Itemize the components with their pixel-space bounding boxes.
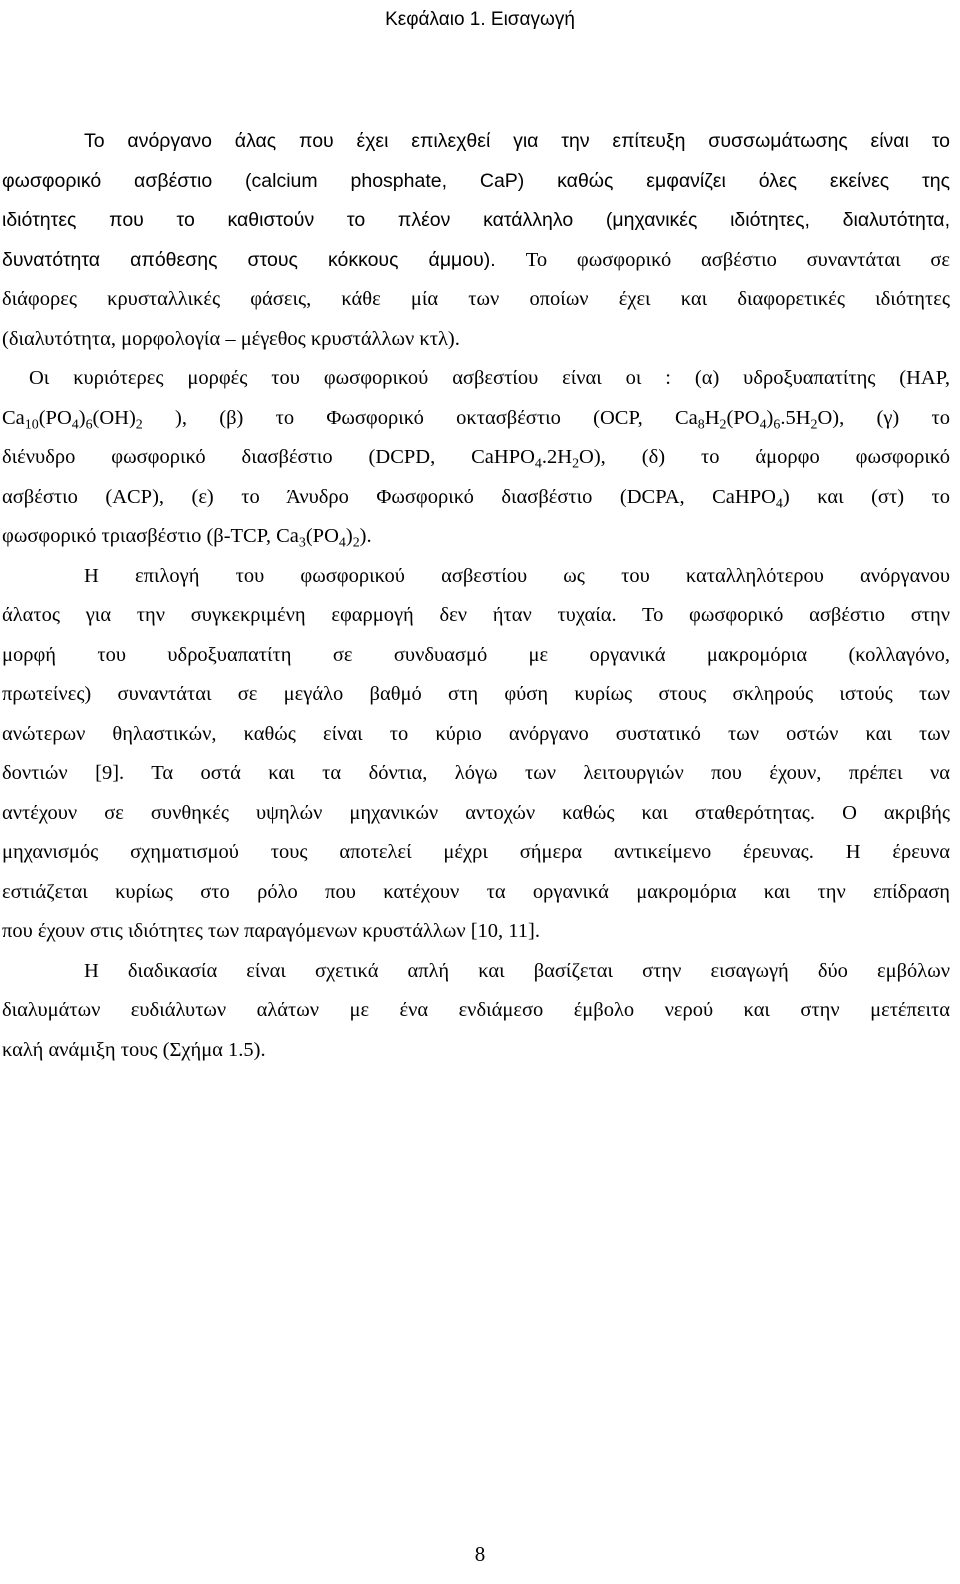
paragraph-1-line-5: διάφορες κρυσταλλικές φάσεις, κάθε μία των οποίων έχει και διαφορετικές ιδιότητες [2, 288, 950, 310]
paragraph-3-line-3: μορφή του υδροξυαπατίτη σε συνδυασμό με οργανικά μακρομόρια (κολλαγόνο, [2, 643, 950, 666]
paragraph-3-line-4: πρωτείνες) συναντάται σε μεγάλο βαθμό στη φύση κυρίως στους σκληρούς ιστούς των [2, 683, 950, 705]
paragraph-1-line-4-b: Το φωσφορικό ασβέστιο συναντάται σε [525, 248, 950, 271]
paragraph-4-line-1: Η διαδικασία είναι σχετικά απλή και βασίζεται στην εισαγωγή δύο εμβόλων [84, 959, 950, 982]
paragraph-1-line-4-a: δυνατότητα απόθεσης στους κόκκους άμμου). [2, 248, 496, 271]
paragraph-1-line-6: (διαλυτότητα, μορφολογία – μέγεθος κρυστάλλων κτλ). [2, 327, 460, 350]
paragraph-2-line-1: Οι κυριότερες μορφές του φωσφορικού ασβεστίου είναι οι : (α) υδροξυαπατίτης (HAP, [29, 367, 950, 389]
paragraph-3-line-7: αντέχουν σε συνθηκές υψηλών μηχανικών αντοχών καθώς και σταθερότητας. Ο ακριβής [2, 801, 950, 824]
paragraph-3-line-10: που έχουν στις ιδιότητες των παραγόμενων κρυστάλλων [10, 11]. [2, 920, 540, 942]
paragraph-2-line-2: $Ca_{10}(PO_4)_6(OH)_2$ ), (β) το Φωσφορικό οκτασβέστιο (OCP, $Ca_8H_2(PO_4)_6.5H_2O$), (γ) το [2, 406, 950, 432]
paragraph-2-line-5: φωσφορικό τριασβέστιο (β-TCP, $Ca_3(PO_4)_2$). [2, 525, 372, 551]
paragraph-4-line-3: καλή ανάμιξη τους (Σχήμα 1.5). [2, 1038, 266, 1061]
paragraph-1-line-2: φωσφορικό ασβέστιο (calcium phosphate, CaP) καθώς εμφανίζει όλες εκείνες της [2, 169, 950, 192]
paragraph-3-line-6: δοντιών [9]. Τα οστά και τα δόντια, λόγω των λειτουργιών που έχουν, πρέπει να [2, 762, 950, 784]
paragraph-3-line-9: εστιάζεται κυρίως στο ρόλο που κατέχουν τα οργανικά μακρομόρια και την επίδραση [2, 880, 950, 903]
paragraph-2-line-4: ασβέστιο (ACP), (ε) το Άνυδρο Φωσφορικό διασβέστιο (DCPA, CaHPO$_4$) και (στ) το [2, 485, 950, 511]
paragraph-1-line-4 [2, 241, 950, 281]
paragraph-3-line-1: Η επιλογή του φωσφορικού ασβεστίου ως του καταλληλότερου ανόργανου [84, 564, 950, 587]
paragraph-3-line-2: άλατος για την συγκεκριμένη εφαρμογή δεν ήταν τυχαία. Το φωσφορικό ασβέστιο στην [2, 604, 950, 626]
paragraph-4-line-2: διαλυμάτων ευδιάλυτων αλάτων με ένα ενδιάμεσο έμβολο νερού και στην μετέπειτα [2, 999, 950, 1021]
body-text [2, 122, 950, 1070]
paragraph-3-line-8: μηχανισμός σχηματισμού τους αποτελεί μέχρι σήμερα αντικείμενο έρευνας. Η έρευνα [2, 841, 950, 863]
paragraph-1-line-3: ιδιότητες που το καθιστούν το πλέον κατάλληλο (μηχανικές ιδιότητες, διαλυτότητα, [2, 209, 950, 231]
page-number: 8 [474, 1542, 486, 1566]
paragraph-3-line-5: ανώτερων θηλαστικών, καθώς είναι το κύριο ανόργανο συστατικό των οστών και των [2, 722, 950, 745]
paragraph-1-line-1: Το ανόργανο άλας που έχει επιλεχθεί για την επίτευξη συσσωμάτωσης είναι το [84, 130, 950, 152]
paragraph-2-line-3: διένυδρο φωσφορικό διασβέστιο (DCPD, $CaHPO_4.2H_2O$), (δ) το άμορφο φωσφορικό [2, 446, 950, 472]
chapter-header: Κεφάλαιο 1. Εισαγωγή [385, 9, 575, 30]
